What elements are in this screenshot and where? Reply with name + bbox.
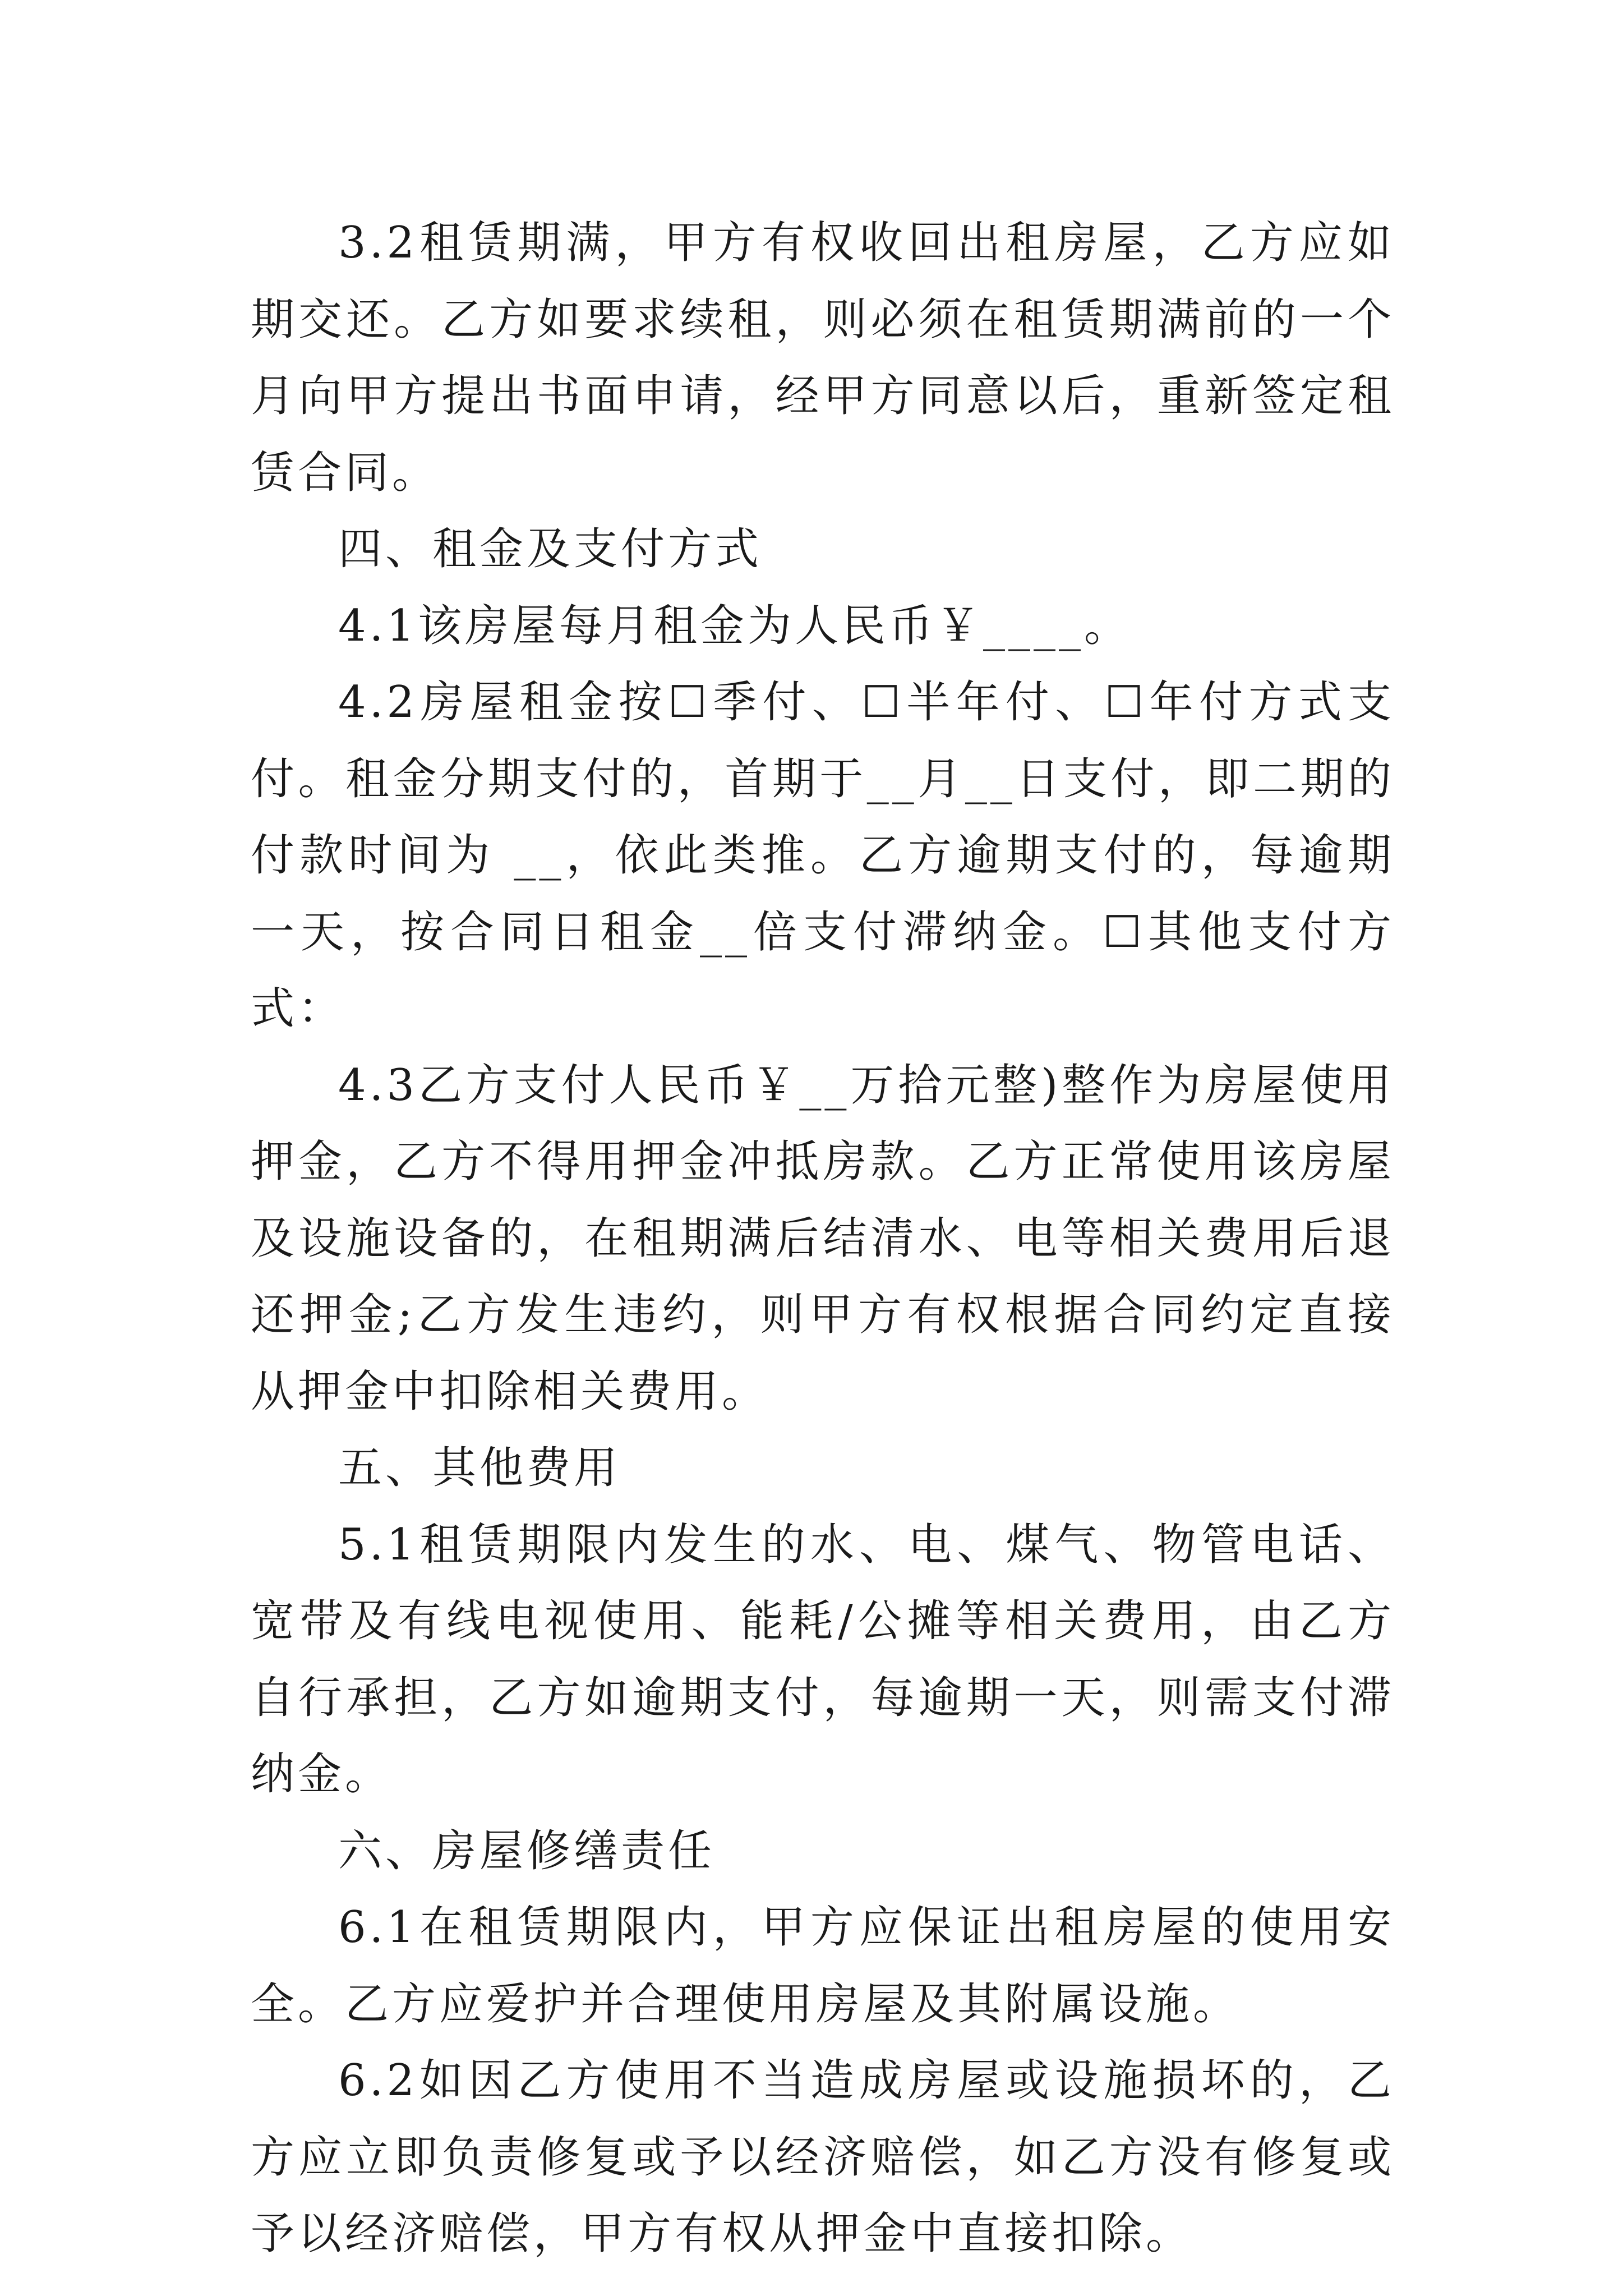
clause-6-1: 6.1在租赁期限内，甲方应保证出租房屋的使用安全。乙方应爱护并合理使用房屋及其附属设施。 [251,1902,1395,2030]
section-heading-rent-payment: 四、租金及支付方式 [338,524,763,574]
clause-5-1: 5.1租赁期限内发生的水、电、煤气、物管电话、宽带及有线电视使用、能耗/公摊等相关费用，由乙方自行承担，乙方如逾期支付，每逾期一天，则需支付滞纳金。 [251,1519,1395,1800]
clause-6-2: 6.2如因乙方使用不当造成房屋或设施损坏的，乙方应立即负责修复或予以经济赔偿，如乙方没有修复或予以经济赔偿，甲方有权从押金中直接扣除。 [251,2055,1395,2259]
section-heading-repair-responsibility: 六、房屋修缮责任 [338,1825,716,1876]
document-body [251,205,1395,2272]
section-heading-other-fees: 五、其他费用 [338,1443,621,1493]
clause-3-2: 3.2租赁期满，甲方有权收回出租房屋，乙方应如期交还。乙方如要求续租，则必须在租赁期满前的一个月向甲方提出书面申请，经甲方同意以后，重新签定租赁合同。 [251,218,1395,498]
clause-4-2: 4.2房屋租金按☐季付、☐半年付、☐年付方式支付。租金分期支付的，首期于__月__日支付，即二期的付款时间为 __，依此类推。乙方逾期支付的，每逾期一天，按合同日租金__倍支付滞纳金。☐其他支付方式： [251,677,1395,1034]
clause-4-3: 4.3乙方支付人民币￥__万拾元整)整作为房屋使用押金，乙方不得用押金冲抵房款。乙方正常使用该房屋及设施设备的，在租期满后结清水、电等相关费用后退还押金;乙方发生违约，则甲方有权根据合同约定直接从押金中扣除相关费用。 [251,1060,1395,1417]
clause-4-1: 4.1该房屋每月租金为人民币￥____。 [338,600,1132,651]
